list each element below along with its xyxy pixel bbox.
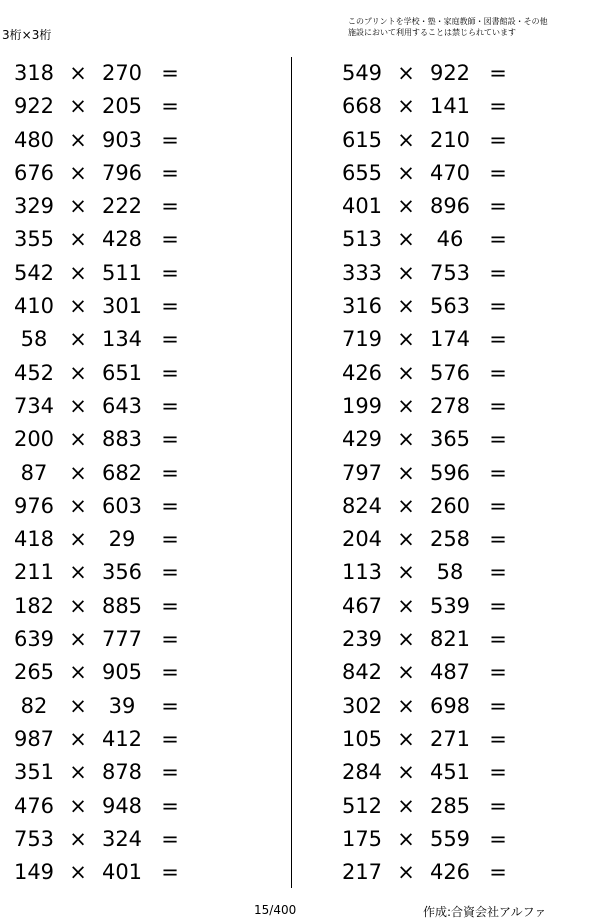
times-sign: × [397,460,415,485]
equals-sign: = [161,560,179,585]
operand-b: 576 [429,360,471,385]
operand-a: 734 [13,393,55,418]
operand-a: 429 [341,427,383,452]
operand-b: 682 [101,460,143,485]
operand-a: 265 [13,660,55,685]
operand-b: 487 [429,660,471,685]
operand-b: 271 [429,726,471,751]
operand-b: 596 [429,460,471,485]
operand-a: 719 [341,327,383,352]
equals-sign: = [489,760,507,785]
operand-b: 301 [101,294,143,319]
times-sign: × [69,493,87,518]
times-sign: × [69,593,87,618]
equals-sign: = [489,294,507,319]
equals-sign: = [161,660,179,685]
operand-b: 885 [101,593,143,618]
equals-sign: = [161,826,179,851]
operand-b: 698 [429,693,471,718]
operand-a: 655 [341,160,383,185]
equals-sign: = [161,327,179,352]
usage-notice-line-2: 施設において利用することは禁じられています [348,28,516,37]
times-sign: × [397,793,415,818]
equals-sign: = [489,826,507,851]
operand-a: 105 [341,726,383,751]
usage-notice-line-1: このプリントを学校・塾・家庭教師・図書館設・その他 [348,17,548,26]
times-sign: × [397,693,415,718]
operand-b: 285 [429,793,471,818]
times-sign: × [397,160,415,185]
operand-a: 149 [13,860,55,885]
times-sign: × [69,194,87,219]
equals-sign: = [161,160,179,185]
operand-a: 676 [13,160,55,185]
equals-sign: = [489,194,507,219]
times-sign: × [69,760,87,785]
operand-b: 821 [429,627,471,652]
operand-b: 426 [429,860,471,885]
equals-sign: = [489,793,507,818]
equals-sign: = [489,627,507,652]
times-sign: × [397,826,415,851]
operand-a: 467 [341,593,383,618]
operand-a: 351 [13,760,55,785]
times-sign: × [397,393,415,418]
operand-b: 651 [101,360,143,385]
times-sign: × [397,493,415,518]
times-sign: × [69,527,87,552]
operand-a: 318 [13,61,55,85]
operand-b: 511 [101,260,143,285]
times-sign: × [69,127,87,152]
operand-a: 87 [20,460,48,485]
operand-a: 668 [341,94,383,119]
equals-sign: = [489,61,507,85]
times-sign: × [397,194,415,219]
equals-sign: = [161,493,179,518]
times-sign: × [397,327,415,352]
times-sign: × [397,127,415,152]
equals-sign: = [161,860,179,885]
operand-a: 418 [13,527,55,552]
operand-b: 883 [101,427,143,452]
operand-a: 284 [341,760,383,785]
operand-a: 824 [341,493,383,518]
times-sign: × [397,294,415,319]
operand-b: 948 [101,793,143,818]
operand-a: 204 [341,527,383,552]
equals-sign: = [161,460,179,485]
equals-sign: = [161,527,179,552]
operand-a: 753 [13,826,55,851]
equals-sign: = [489,460,507,485]
operand-a: 452 [13,360,55,385]
operand-b: 365 [429,427,471,452]
author-credit: 作成:合資会社アルファ [423,905,547,919]
operand-a: 199 [341,393,383,418]
times-sign: × [69,260,87,285]
equals-sign: = [489,527,507,552]
operand-b: 563 [429,294,471,319]
operand-b: 141 [429,94,471,119]
times-sign: × [69,294,87,319]
equals-sign: = [489,693,507,718]
times-sign: × [69,660,87,685]
equals-sign: = [161,393,179,418]
equals-sign: = [161,593,179,618]
operand-b: 260 [429,493,471,518]
page-number: 15/400 [254,903,297,917]
operand-a: 426 [341,360,383,385]
times-sign: × [69,94,87,119]
times-sign: × [69,61,87,85]
operand-a: 476 [13,793,55,818]
operand-b: 539 [429,593,471,618]
equals-sign: = [161,427,179,452]
times-sign: × [69,627,87,652]
operand-a: 976 [13,493,55,518]
operand-a: 217 [341,860,383,885]
operand-a: 182 [13,593,55,618]
times-sign: × [397,660,415,685]
times-sign: × [69,427,87,452]
times-sign: × [69,693,87,718]
operand-b: 39 [108,693,136,718]
operand-b: 29 [108,527,136,552]
times-sign: × [69,227,87,252]
equals-sign: = [161,793,179,818]
operand-b: 896 [429,194,471,219]
times-sign: × [69,393,87,418]
times-sign: × [69,560,87,585]
operand-b: 643 [101,393,143,418]
operand-b: 205 [101,94,143,119]
operand-b: 356 [101,560,143,585]
operand-b: 753 [429,260,471,285]
operand-a: 355 [13,227,55,252]
operand-b: 878 [101,760,143,785]
equals-sign: = [489,127,507,152]
times-sign: × [397,427,415,452]
operand-a: 329 [13,194,55,219]
equals-sign: = [489,860,507,885]
operand-a: 842 [341,660,383,685]
equals-sign: = [161,760,179,785]
operand-a: 200 [13,427,55,452]
operand-a: 513 [341,227,383,252]
times-sign: × [397,560,415,585]
equals-sign: = [489,227,507,252]
equals-sign: = [161,94,179,119]
times-sign: × [397,593,415,618]
operand-b: 777 [101,627,143,652]
equals-sign: = [489,360,507,385]
column-divider [291,57,292,888]
times-sign: × [69,327,87,352]
operand-a: 401 [341,194,383,219]
times-sign: × [69,726,87,751]
equals-sign: = [489,593,507,618]
times-sign: × [397,627,415,652]
equals-sign: = [489,427,507,452]
operand-a: 175 [341,826,383,851]
times-sign: × [69,860,87,885]
times-sign: × [397,227,415,252]
operand-a: 480 [13,127,55,152]
times-sign: × [69,793,87,818]
operand-b: 428 [101,227,143,252]
usage-notice [348,16,548,38]
equals-sign: = [489,726,507,751]
operand-b: 470 [429,160,471,185]
operand-b: 270 [101,61,143,85]
operand-a: 316 [341,294,383,319]
equals-sign: = [161,726,179,751]
equals-sign: = [489,493,507,518]
times-sign: × [69,360,87,385]
operand-a: 333 [341,260,383,285]
equals-sign: = [489,160,507,185]
operand-b: 210 [429,127,471,152]
operand-a: 797 [341,460,383,485]
operand-a: 549 [341,61,383,85]
equals-sign: = [161,61,179,85]
equals-sign: = [489,560,507,585]
times-sign: × [397,726,415,751]
operand-b: 412 [101,726,143,751]
operand-a: 512 [341,793,383,818]
times-sign: × [69,826,87,851]
operand-b: 905 [101,660,143,685]
equals-sign: = [161,194,179,219]
operand-b: 58 [436,560,464,585]
operand-a: 302 [341,693,383,718]
operand-a: 113 [341,560,383,585]
operand-b: 134 [101,327,143,352]
operand-a: 82 [20,693,48,718]
operand-b: 796 [101,160,143,185]
operand-b: 922 [429,61,471,85]
equals-sign: = [489,327,507,352]
operand-b: 174 [429,327,471,352]
operand-a: 58 [20,327,48,352]
page-title: 3桁×3桁 [2,28,52,42]
equals-sign: = [489,94,507,119]
equals-sign: = [161,693,179,718]
operand-a: 615 [341,127,383,152]
operand-b: 222 [101,194,143,219]
times-sign: × [397,527,415,552]
equals-sign: = [161,294,179,319]
operand-b: 258 [429,527,471,552]
operand-b: 451 [429,760,471,785]
operand-a: 639 [13,627,55,652]
equals-sign: = [161,627,179,652]
operand-b: 324 [101,826,143,851]
operand-a: 239 [341,627,383,652]
operand-a: 211 [13,560,55,585]
equals-sign: = [161,360,179,385]
operand-b: 903 [101,127,143,152]
operand-b: 278 [429,393,471,418]
operand-b: 46 [436,227,464,252]
times-sign: × [397,94,415,119]
equals-sign: = [161,227,179,252]
operand-a: 987 [13,726,55,751]
operand-b: 401 [101,860,143,885]
operand-b: 559 [429,826,471,851]
times-sign: × [397,260,415,285]
times-sign: × [397,760,415,785]
times-sign: × [397,61,415,85]
operand-a: 542 [13,260,55,285]
equals-sign: = [161,127,179,152]
times-sign: × [69,460,87,485]
equals-sign: = [489,260,507,285]
equals-sign: = [489,393,507,418]
operand-b: 603 [101,493,143,518]
operand-a: 922 [13,94,55,119]
times-sign: × [69,160,87,185]
equals-sign: = [489,660,507,685]
operand-a: 410 [13,294,55,319]
times-sign: × [397,360,415,385]
times-sign: × [397,860,415,885]
equals-sign: = [161,260,179,285]
